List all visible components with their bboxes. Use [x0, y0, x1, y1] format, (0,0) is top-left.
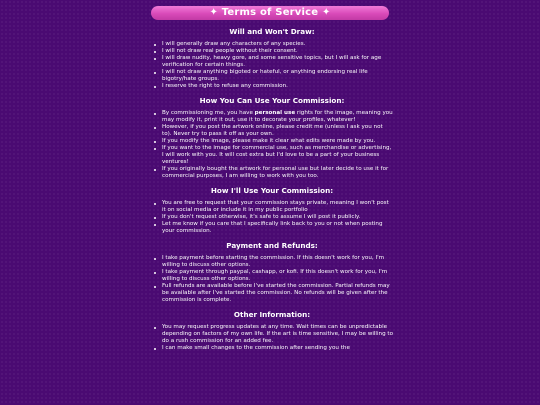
will-draw-list — [150, 41, 394, 90]
terms-content — [150, 22, 394, 354]
other-list — [150, 324, 394, 352]
list-item: I will generally draw any characters of any species. — [162, 41, 394, 48]
list-item: I will draw nudity, heavy gore, and some sensitive topics, but I will ask for age verification for certain things. — [162, 55, 394, 69]
section-heading-my-use: How I'll Use Your Commission: — [210, 186, 334, 195]
list-item: If you want to the image for commercial use, such as merchandise or advertising, I will work with you. It will cost extra but I'd love to be a part of your business ventures! — [162, 145, 394, 166]
section-heading-usage: How You Can Use Your Commission: — [199, 96, 345, 105]
list-item: I can make small changes to the commission after sending you the — [162, 345, 394, 352]
list-item: You are free to request that your commission stays private, meaning I won't post it on social media or include it in my public portfolio — [162, 200, 394, 214]
list-item-text: By commissioning me, you have — [162, 110, 255, 116]
list-item: If you originally bought the artwork for personal use but later decide to use it for commercial purposes, I am willing to work with you too. — [162, 166, 394, 180]
section-heading-will-draw: Will and Won't Draw: — [229, 27, 315, 36]
personal-use-emphasis: personal use — [254, 110, 296, 116]
usage-list — [150, 110, 394, 180]
list-item: However, if you post the artwork online, please credit me (unless I ask you not to). Never try to pass it off as your own. — [162, 124, 394, 138]
list-item: I will not draw real people without their consent. — [162, 48, 394, 55]
list-item: If you don't request otherwise, it's safe to assume I will post it publicly. — [162, 214, 394, 221]
list-item: Let me know if you care that I specifically link back to you or not when posting your commission. — [162, 221, 394, 235]
list-item: You may request progress updates at any time. Wait times can be unpredictable depending on factors of my own life. If the art is time sensitive, I may be willing to do a rush commission for an added fee. — [162, 324, 394, 344]
list-item-text: rights for the image, meaning you may modify it, print it out, use it to decorate your profiles, whatever! — [162, 110, 393, 123]
list-item: I take payment through paypal, cashapp, or kofi. If this doesn't work for you, I'm willing to discuss other options. — [162, 269, 394, 283]
list-item: I reserve the right to refuse any commission. — [162, 83, 394, 90]
list-item — [162, 110, 394, 124]
list-item: I will not draw anything bigoted or hateful, or anything endorsing real life bigotry/hate groups. — [162, 69, 394, 83]
list-item: I take payment before starting the commission. If this doesn't work for you, I'm willing to discuss other options. — [162, 255, 394, 269]
my-use-list — [150, 200, 394, 235]
page-title: ✦ Terms of Service ✦ — [151, 6, 389, 20]
list-item: Full refunds are available before I've started the commission. Partial refunds may be available after I've started the commission. No refunds will be given after the commission is complete. — [162, 283, 394, 304]
section-heading-other: Other Information: — [233, 310, 311, 319]
payment-list — [150, 255, 394, 304]
list-item: If you modify the image, please make it clear what edits were made by you. — [162, 138, 394, 145]
section-heading-payment: Payment and Refunds: — [226, 241, 318, 250]
